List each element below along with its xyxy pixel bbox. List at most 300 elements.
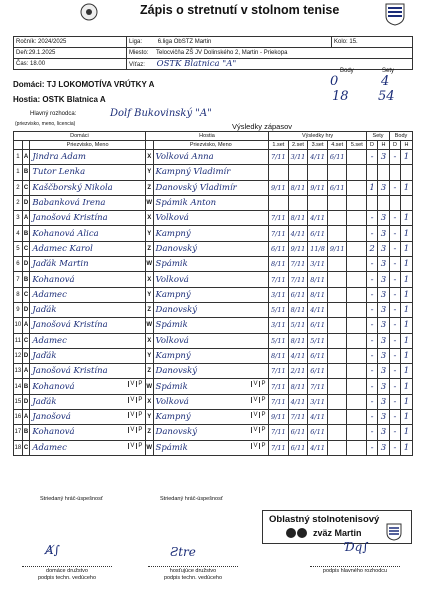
set2-score (288, 165, 308, 180)
home-player-letter: D (22, 195, 30, 210)
away-player-name: Volková (153, 272, 269, 287)
table-row (14, 302, 413, 317)
home-sets-won: - (367, 211, 378, 226)
home-player-name: Adamec (30, 287, 146, 302)
home-player-name: Tutor Lenka (30, 165, 146, 180)
match-number: 9 (14, 302, 23, 317)
away-sets-won: 3 (377, 364, 389, 379)
away-player-name: Spámik (153, 257, 269, 272)
set4-score (327, 302, 347, 317)
set2-score: 4/11 (288, 226, 308, 241)
table-row (14, 440, 413, 455)
home-player-letter: D (22, 257, 30, 272)
set5-score (347, 180, 367, 195)
away-player-letter: W (145, 257, 153, 272)
p-marker: P (136, 397, 144, 403)
away-player-letter: X (145, 272, 153, 287)
set3-score: 4/11 (308, 410, 328, 425)
away-player-letter: Z (145, 180, 153, 195)
set1-score: 9/11 (269, 410, 289, 425)
v-marker: V (251, 443, 259, 449)
away-point: 1 (400, 318, 412, 333)
home-sets-won: - (367, 302, 378, 317)
set1-score: 7/11 (269, 211, 289, 226)
set5-score (347, 379, 367, 394)
away-player-letter: X (145, 211, 153, 226)
points-header: Body (389, 132, 412, 141)
away-player-letter: X (145, 150, 153, 165)
match-number: 8 (14, 287, 23, 302)
v-marker: V (251, 397, 259, 403)
away-player-letter: Z (145, 241, 153, 256)
set3-score: 5/11 (308, 333, 328, 348)
home-player-letter: B (22, 226, 30, 241)
set3-score: 6/11 (308, 425, 328, 440)
away-sets-won: 3 (377, 425, 389, 440)
set5-score (347, 165, 367, 180)
away-sets-won: 3 (377, 287, 389, 302)
set5-score (347, 211, 367, 226)
away-player-letter: X (145, 333, 153, 348)
home-signature-label: domáce družstvo (46, 568, 88, 574)
away-sets-won: 3 (377, 318, 389, 333)
home-sets-won: - (367, 272, 378, 287)
away-player-letter: Z (145, 364, 153, 379)
points-d-col: D (389, 141, 400, 150)
home-player-name: Jaďák (30, 348, 146, 363)
away-substitute-label: Striedaný hráč-úspešnosť (160, 496, 223, 502)
home-sets-won: - (367, 379, 378, 394)
home-player-letter: A (22, 318, 30, 333)
set2-score: 7/11 (288, 410, 308, 425)
date-value: 29.1.2025 (28, 50, 56, 56)
home-sets-won: - (367, 257, 378, 272)
game-results-header: Výsledky hry (269, 132, 367, 141)
set4-score (327, 379, 347, 394)
set5-score (347, 287, 367, 302)
match-number: 14 (14, 379, 23, 394)
set4-score (327, 440, 347, 455)
venue-label: Miesto: (129, 50, 149, 56)
home-sets-won: - (367, 364, 378, 379)
home-point: - (389, 379, 400, 394)
v-marker: V (128, 427, 136, 433)
time-label: Čas: (16, 61, 29, 67)
home-sets-won: 1 (367, 180, 378, 195)
set4-score (327, 425, 347, 440)
away-player-name: Danovský (153, 302, 269, 317)
set1-score: 7/11 (269, 379, 289, 394)
home-player-letter: A (22, 364, 30, 379)
away-point: 1 (400, 302, 412, 317)
table-row (14, 241, 413, 256)
match-number: 17 (14, 425, 23, 440)
home-player-letter: A (22, 150, 30, 165)
table-row (14, 150, 413, 165)
away-player-name: Spámik V P (153, 379, 269, 394)
set5-score (347, 195, 367, 210)
home-point: - (389, 440, 400, 455)
home-player-name: Babanková Irena (30, 195, 146, 210)
club-logo-icon (78, 2, 100, 22)
substitution-marker (251, 381, 267, 387)
away-player-name: Danovský (153, 241, 269, 256)
home-point: - (389, 241, 400, 256)
home-player-name: Adamec Karol (30, 241, 146, 256)
away-header: Hostia (145, 132, 268, 141)
home-team-name: TJ LOKOMOTÍVA VRÚTKY A (46, 80, 155, 89)
round-label: Kolo: (334, 39, 348, 45)
set5-score (347, 348, 367, 363)
table-row (14, 364, 413, 379)
table-row (14, 410, 413, 425)
set1-score: 7/11 (269, 272, 289, 287)
set2-score: 6/11 (288, 287, 308, 302)
set2-score: 8/11 (288, 211, 308, 226)
home-team-row (13, 80, 413, 89)
away-player-letter: Y (145, 348, 153, 363)
away-point: 1 (400, 226, 412, 241)
home-sets-won: - (367, 348, 378, 363)
away-player-name: Danovský (153, 364, 269, 379)
home-player-name: Kohanová V P (30, 425, 146, 440)
p-marker: P (136, 443, 144, 449)
results-title: Výsledky zápasov (232, 122, 293, 131)
home-point: - (389, 348, 400, 363)
set3-score: 4/11 (308, 150, 328, 165)
set4-score (327, 257, 347, 272)
table-row (14, 195, 413, 210)
home-player-name: Adamec V P (30, 440, 146, 455)
home-player-letter: A (22, 410, 30, 425)
p-marker: P (259, 427, 267, 433)
set2-score: 3/11 (288, 150, 308, 165)
away-player-letter: W (145, 440, 153, 455)
season-value: 2024/2025 (38, 39, 67, 45)
set2-score: 7/11 (288, 257, 308, 272)
away-player-name: Spámik V P (153, 440, 269, 455)
set5-score (347, 425, 367, 440)
home-player-name: Janošová Kristína (30, 211, 146, 226)
winner-label: Víťaz: (129, 62, 145, 68)
table-row (14, 348, 413, 363)
away-point: 1 (400, 180, 412, 195)
set4-score (327, 318, 347, 333)
set4-score (327, 348, 347, 363)
set1-score: 8/11 (269, 348, 289, 363)
away-point: 1 (400, 394, 412, 409)
set1-score: 3/11 (269, 318, 289, 333)
set3-score: 8/11 (308, 272, 328, 287)
set2-score: 5/11 (288, 318, 308, 333)
home-player-name: Janošová Kristína (30, 318, 146, 333)
points-label: Body (340, 68, 354, 74)
region-coat-of-arms-icon (385, 523, 403, 541)
v-marker: V (128, 381, 136, 387)
away-signature-icon: Ƨtre (170, 545, 196, 559)
match-number: 5 (14, 241, 23, 256)
home-player-name: Kohanová V P (30, 379, 146, 394)
substitution-marker (128, 443, 144, 449)
away-point: 1 (400, 348, 412, 363)
substitution-marker (251, 443, 267, 449)
table-row (14, 318, 413, 333)
away-player-letter: W (145, 318, 153, 333)
v-marker: V (251, 427, 259, 433)
home-point: - (389, 394, 400, 409)
substitution-marker (128, 412, 144, 418)
home-player-name: Adamec (30, 333, 146, 348)
match-header (13, 36, 413, 70)
match-number: 3 (14, 211, 23, 226)
table-row (14, 394, 413, 409)
away-sets-won: 3 (377, 379, 389, 394)
set2-score: 8/11 (288, 302, 308, 317)
home-player-letter: D (22, 348, 30, 363)
page-title: Zápis o stretnutí v stolnom tenise (140, 3, 340, 17)
away-sets-won: 3 (377, 348, 389, 363)
table-row (14, 165, 413, 180)
home-label: Domáci: (13, 80, 45, 89)
set2-score: 9/11 (288, 241, 308, 256)
match-number: 18 (14, 440, 23, 455)
set4-score (327, 364, 347, 379)
away-sets-won: 3 (377, 150, 389, 165)
away-point: 1 (400, 272, 412, 287)
set1-score: 7/11 (269, 394, 289, 409)
set3-col: 3.set (308, 141, 328, 150)
match-number: 4 (14, 226, 23, 241)
home-point: - (389, 226, 400, 241)
set1-score: 3/11 (269, 287, 289, 302)
substitution-marker (251, 397, 267, 403)
season-label: Ročník: (16, 39, 37, 45)
set1-score: 8/11 (269, 257, 289, 272)
set1-score (269, 165, 289, 180)
home-point: - (389, 302, 400, 317)
match-number: 1 (14, 150, 23, 165)
away-player-name: Volková (153, 333, 269, 348)
v-marker: V (251, 412, 259, 418)
away-sets-won (377, 195, 389, 210)
badge-title: Oblastný stolnotenisový (269, 514, 380, 525)
set5-score (347, 226, 367, 241)
away-player-name: Danovský V P (153, 425, 269, 440)
away-player-name: Volková Anna (153, 150, 269, 165)
set5-score (347, 150, 367, 165)
away-sets-won: 3 (377, 211, 389, 226)
away-player-name: Kampný (153, 348, 269, 363)
away-player-letter: X (145, 394, 153, 409)
home-sets-won: - (367, 287, 378, 302)
away-signature-sublabel: podpis techn. vedúceho (163, 575, 223, 581)
v-marker: V (251, 381, 259, 387)
match-number: 15 (14, 394, 23, 409)
substitution-marker (128, 397, 144, 403)
set4-score (327, 287, 347, 302)
region-coat-of-arms-icon (383, 2, 407, 26)
home-signature-icon: Ⱥ∫ (45, 543, 60, 557)
set4-col: 4.set (327, 141, 347, 150)
set3-score: 4/11 (308, 440, 328, 455)
home-player-name: Kohanová (30, 272, 146, 287)
match-number: 12 (14, 348, 23, 363)
home-player-letter: C (22, 287, 30, 302)
match-number: 16 (14, 410, 23, 425)
away-signature-label: hosťujúce družstvo (169, 568, 217, 574)
set1-score: 7/11 (269, 364, 289, 379)
home-player-letter: B (22, 379, 30, 394)
home-substitute-label: Striedaný hráč-úspešnosť (40, 496, 103, 502)
home-signature-caption (22, 568, 112, 582)
home-player-name: Jindra Adam (30, 150, 146, 165)
set4-score (327, 333, 347, 348)
ping-pong-balls-icon (285, 527, 309, 539)
p-marker: P (259, 412, 267, 418)
p-marker: P (259, 381, 267, 387)
set3-score: 7/11 (308, 379, 328, 394)
table-row (14, 425, 413, 440)
set3-score: 8/11 (308, 287, 328, 302)
set4-score (327, 226, 347, 241)
referee-label: Hlavný rozhodca: (30, 111, 77, 117)
away-name-col: Priezvisko, Meno (153, 141, 269, 150)
set3-score: 6/11 (308, 318, 328, 333)
away-sets-won: 3 (377, 241, 389, 256)
set2-score: 7/11 (288, 272, 308, 287)
away-player-letter: Y (145, 410, 153, 425)
home-sets-won (367, 195, 378, 210)
set2-score: 4/11 (288, 348, 308, 363)
home-sets-won: - (367, 394, 378, 409)
away-point: 1 (400, 257, 412, 272)
home-player-letter: C (22, 241, 30, 256)
away-team-row (13, 95, 413, 104)
table-row (14, 272, 413, 287)
set5-score (347, 440, 367, 455)
home-point: - (389, 425, 400, 440)
badge-subtitle: zväz Martin (313, 528, 362, 538)
away-player-letter: W (145, 195, 153, 210)
set1-score: 7/11 (269, 226, 289, 241)
away-signature-caption (148, 568, 238, 582)
away-sets-won: 3 (377, 333, 389, 348)
away-sets: 54 (378, 89, 395, 104)
home-sets-won: - (367, 318, 378, 333)
away-player-name: Kampný (153, 226, 269, 241)
referee-signature-line (310, 566, 400, 567)
home-sets-won: 2 (367, 241, 378, 256)
away-sets-won: 3 (377, 180, 389, 195)
substitution-marker (251, 412, 267, 418)
home-player-name: Janošová V P (30, 410, 146, 425)
table-row (14, 226, 413, 241)
date-label: Deň: (16, 50, 29, 56)
home-player-name: Kohanová Alica (30, 226, 146, 241)
away-point: 1 (400, 364, 412, 379)
set1-score (269, 195, 289, 210)
away-label: Hostia: (13, 95, 41, 104)
set3-score: 11/8 (308, 241, 328, 256)
set5-col: 5.set (347, 141, 367, 150)
set4-score: 6/11 (327, 180, 347, 195)
round-value: 15. (349, 39, 358, 45)
away-player-letter: Z (145, 425, 153, 440)
set2-score: 8/11 (288, 180, 308, 195)
referee-signature-icon: Ɗq∫ (345, 540, 369, 554)
away-sets-won: 3 (377, 410, 389, 425)
away-sets-won: 3 (377, 440, 389, 455)
away-player-name: Spámik (153, 318, 269, 333)
set4-score: 6/11 (327, 150, 347, 165)
p-marker: P (259, 397, 267, 403)
match-number: 7 (14, 272, 23, 287)
home-point: - (389, 410, 400, 425)
home-sets-won: - (367, 226, 378, 241)
away-point: 1 (400, 379, 412, 394)
sets-header: Sety (367, 132, 390, 141)
points-h-col: H (400, 141, 412, 150)
set1-score: 5/11 (269, 333, 289, 348)
home-point (389, 165, 400, 180)
away-team-name: OSTK Blatnica A (42, 95, 106, 104)
home-player-letter: C (22, 180, 30, 195)
table-row (14, 257, 413, 272)
set1-score: 7/11 (269, 440, 289, 455)
set1-score: 7/11 (269, 150, 289, 165)
set2-score (288, 195, 308, 210)
home-player-letter: C (22, 333, 30, 348)
substitution-marker (128, 427, 144, 433)
away-player-letter: Z (145, 302, 153, 317)
home-player-name: Jaďák Martin (30, 257, 146, 272)
away-player-letter: W (145, 379, 153, 394)
away-player-name: Spámik Anton (153, 195, 269, 210)
set4-score (327, 195, 347, 210)
home-point: - (389, 318, 400, 333)
home-header: Domáci (14, 132, 146, 141)
away-sets-won: 3 (377, 394, 389, 409)
table-row (14, 211, 413, 226)
away-player-letter: Y (145, 226, 153, 241)
venue-value: Telocvičňa ZŠ JV Dolinského 2, Martin - Priekopa (156, 50, 288, 56)
match-number: 11 (14, 333, 23, 348)
away-point: 1 (400, 287, 412, 302)
set5-score (347, 302, 367, 317)
away-player-name: Kampný V P (153, 410, 269, 425)
home-player-letter: B (22, 165, 30, 180)
set3-score (308, 165, 328, 180)
away-player-name: Danovský Vladimír (153, 180, 269, 195)
set5-score (347, 410, 367, 425)
home-player-letter: D (22, 394, 30, 409)
home-point: - (389, 211, 400, 226)
home-sets-won (367, 165, 378, 180)
set4-score (327, 272, 347, 287)
sets-h-col: H (377, 141, 389, 150)
home-sets-won: - (367, 440, 378, 455)
v-marker: V (128, 412, 136, 418)
set2-score: 2/11 (288, 364, 308, 379)
set4-score (327, 394, 347, 409)
away-point: 1 (400, 440, 412, 455)
table-row (14, 180, 413, 195)
set4-score (327, 211, 347, 226)
match-number: 2 (14, 195, 23, 210)
away-player-letter: Y (145, 165, 153, 180)
home-name-col: Priezvisko, Meno (30, 141, 146, 150)
set5-score (347, 257, 367, 272)
